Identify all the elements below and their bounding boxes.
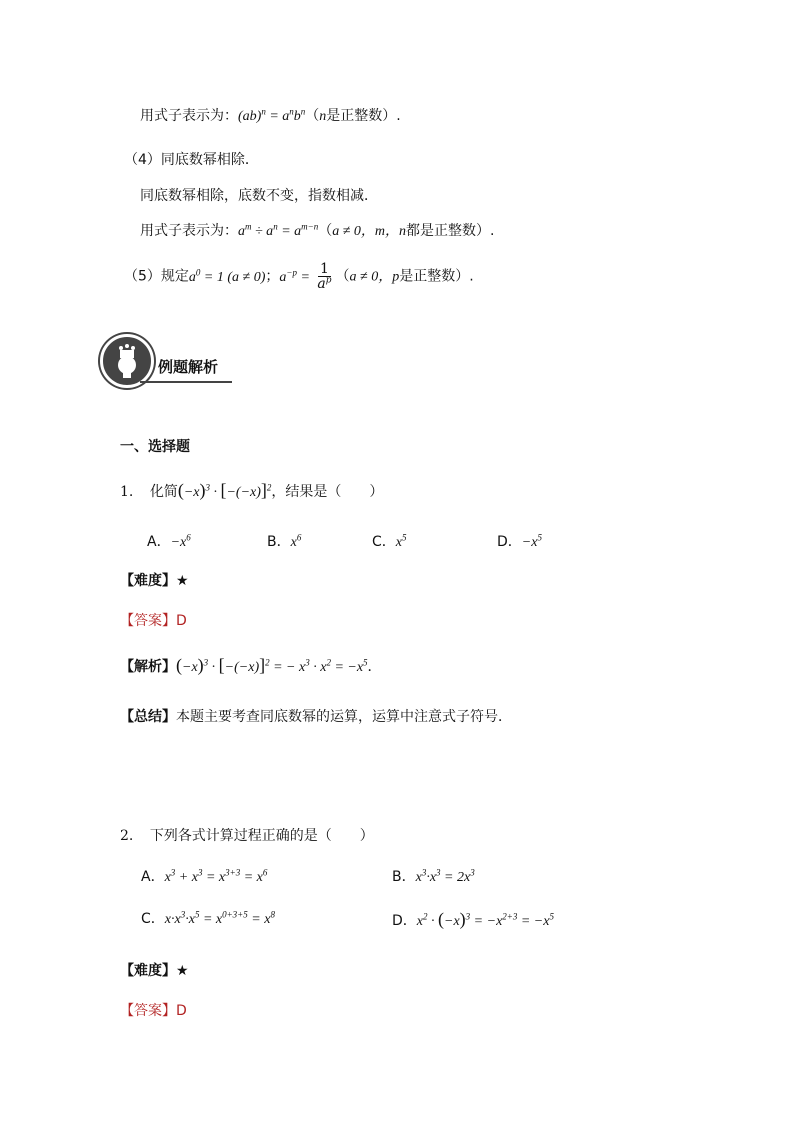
rule5: （5）规定$a^0 = 1$ (a ≠ 0)；$a^{-p}$ = $\frac{1}{a^p}$ （a ≠ 0，p是正整数）. <box>124 261 474 292</box>
rule4-title: （4）同底数幂相除． <box>124 152 259 168</box>
rule4-text: 同底数幂相除，底数不变，指数相减． <box>140 188 378 204</box>
q1-answer: 【答案】D <box>120 613 187 629</box>
rule4-formula: 用式子表示为：$a^m \div a^n = a^{m-n}(a \ne 0$，m，n都是正整数）. <box>140 221 495 239</box>
section-header <box>100 334 232 386</box>
q1-option-b[interactable]: B．$x^6$ <box>267 532 302 550</box>
section-title: 例题解析 <box>158 358 219 376</box>
section-underline <box>140 381 232 383</box>
q2-option-a[interactable]: A．$x^3 + x^3 = x^{3+3} = x^6$ <box>141 867 268 885</box>
q1-option-c[interactable]: C．$x^5$ <box>372 532 407 550</box>
q1-summary: 【总结】本题主要考查同底数幂的运算，运算中注意式子符号． <box>120 709 512 725</box>
q1-option-d[interactable]: D．$-x^5$ <box>497 532 542 550</box>
q2-option-c[interactable]: C．$x\cdot x^3\cdot x^5 = x^{0+3+5} = x^8$ <box>141 909 275 927</box>
q1-difficulty: 【难度】★ <box>120 573 189 589</box>
q2-stem: 2. 下列各式计算过程正确的是（ ） <box>120 828 374 844</box>
q1-option-a[interactable]: A．$-x^6$ <box>147 532 191 550</box>
q1-analysis: 【解析】$(-x)^3 \cdot [-(-x)]^2$ = − $x^3 \cdot x^2 = -x^5$． <box>120 655 382 675</box>
q2-option-d[interactable]: D．$x^2 \cdot (-x)^3 = -x^{2+3} = -x^5$ <box>392 909 554 929</box>
person-crown-icon <box>100 334 154 388</box>
q1-stem: 1. 化简$(-x)^3 \cdot [-(-x)]^2$，结果是（ ） <box>120 480 384 500</box>
q2-option-b[interactable]: B．$x^3\cdot x^3 = 2x^3$ <box>392 867 475 885</box>
q2-answer: 【答案】D <box>120 1003 187 1019</box>
star-icon: ★ <box>176 963 189 979</box>
q2-difficulty: 【难度】★ <box>120 963 189 979</box>
part-heading: 一、选择题 <box>120 439 190 455</box>
rule3-expression: $(ab)^n = a^nb^n$ <box>238 106 306 124</box>
star-icon: ★ <box>176 573 189 589</box>
rule3-formula: 用式子表示为：$(ab)^n = a^nb^n(n$是正整数）. <box>140 106 401 124</box>
